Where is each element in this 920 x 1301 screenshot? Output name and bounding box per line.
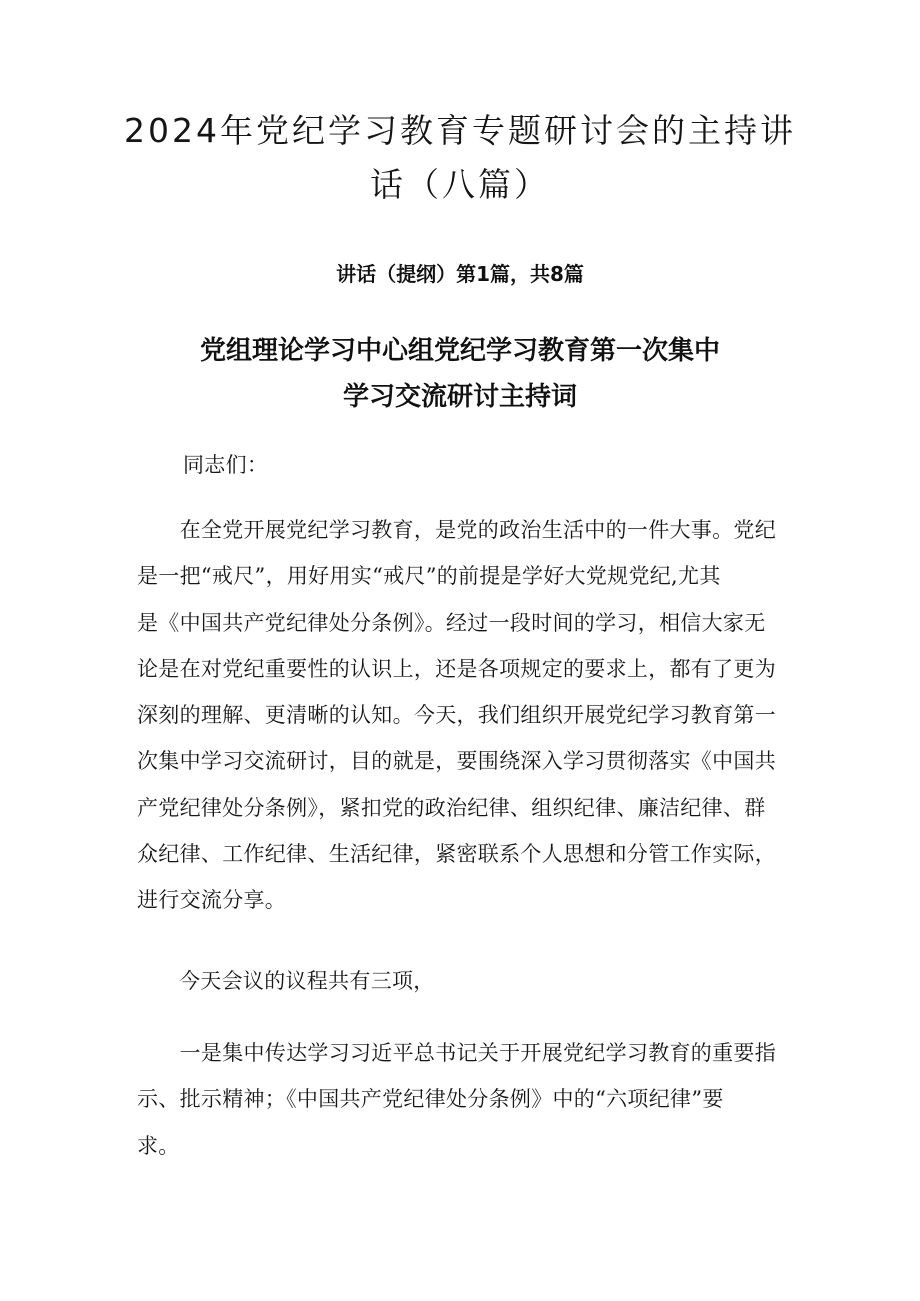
document-title-line-1: 2024年党纪学习教育专题研讨会的主持讲 — [124, 111, 796, 150]
body-line: 示、批示精神；《中国共产党纪律处分条例》中的“六项纪律”要 — [137, 1087, 724, 1112]
body-line: 是一把“戒尺”，用好用实“戒尺”的前提是学好大党规党纪,尤其 — [137, 564, 721, 589]
body-line: 次集中学习交流研讨，目的就是，要围绕深入学习贯彻落实《中国共 — [137, 749, 776, 774]
body-paragraph-1 — [137, 507, 797, 924]
body-line: 深刻的理解、更清晰的认知。今天，我们组织开展党纪学习教育第一 — [137, 703, 776, 728]
body-line: 一是集中传达学习习近平总书记关于开展党纪学习教育的重要指 — [137, 1041, 776, 1065]
document-title-line-2: 话（八篇） — [370, 165, 550, 204]
section-title-line-1: 党组理论学习中心组党纪学习教育第一次集中 — [199, 336, 720, 366]
body-line: 是《中国共产党纪律处分条例》。经过一段时间的学习，相信大家无 — [137, 610, 766, 635]
section-title-line-2: 学习交流研讨主持词 — [342, 382, 577, 412]
body-line: 进行交流分享。 — [137, 888, 287, 913]
greeting-text: 同志们： — [183, 453, 269, 477]
agenda-item-1-paragraph — [137, 1030, 797, 1169]
document-title — [120, 104, 800, 212]
body-line: 在全党开展党纪学习教育，是党的政治生活中的一件大事。党纪 — [137, 518, 776, 542]
body-line: 众纪律、工作纪律、生活纪律，紧密联系个人思想和分管工作实际， — [137, 842, 776, 867]
body-line: 论是在对党纪重要性的认识上，还是各项规定的要求上，都有了更为 — [137, 656, 776, 681]
body-line: 产党纪律处分条例》，紧扣党的政治纪律、组织纪律、廉洁纪律、群 — [137, 795, 766, 820]
section-title — [150, 328, 770, 420]
document-subtitle: 讲话（提纲）第1篇，共8篇 — [336, 262, 584, 286]
agenda-intro-text: 今天会议的议程共有三项， — [179, 969, 435, 993]
greeting-paragraph — [137, 442, 797, 488]
agenda-paragraph — [137, 958, 797, 1004]
body-line: 求。 — [137, 1133, 180, 1158]
